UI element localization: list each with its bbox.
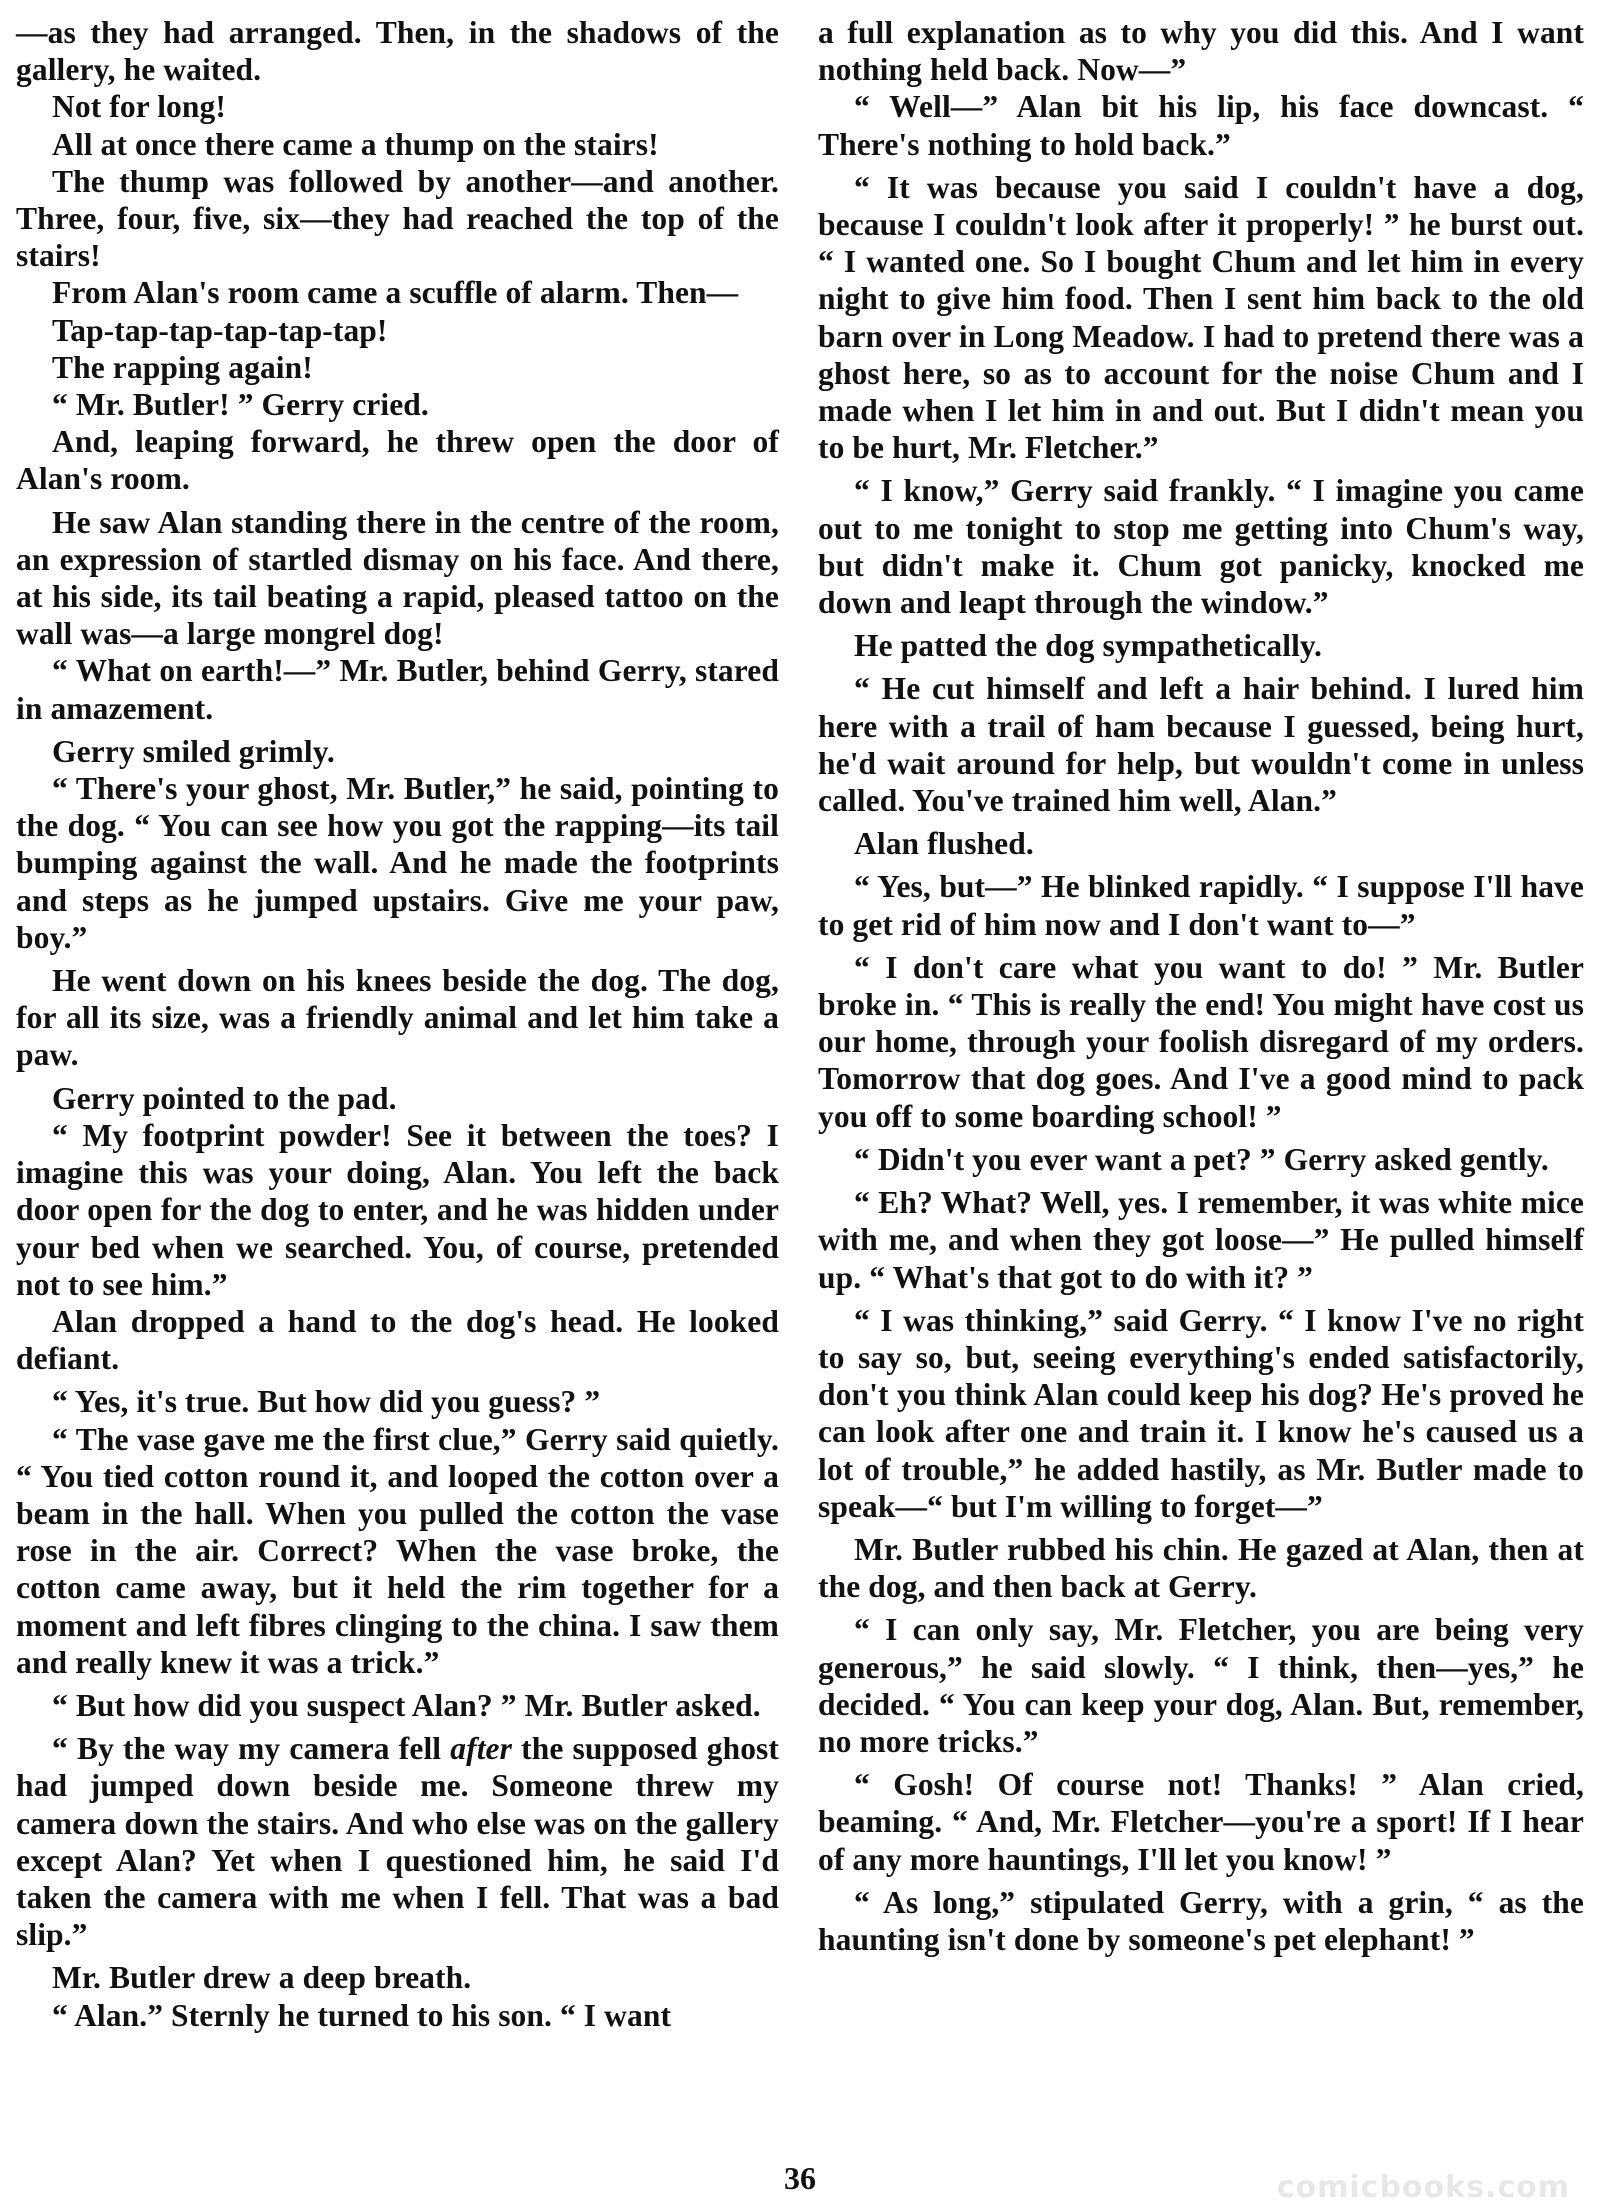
paragraph: He saw Alan standing there in the centre of the room, an expression of startled dismay on his face. And there, at his side, its tail beating a rapid, pleased tattoo on the wall was—a large mongrel dog! [16,504,779,652]
paragraph: “ He cut himself and left a hair behind. I lured him here with a trail of ham because I guessed, being hurt, he'd wait around for help, but wouldn't come in unless called. You've trained him well, Alan.” [818,671,1584,819]
paragraph: He patted the dog sympathetically. [854,628,1323,664]
paragraph: —as they had arranged. Then, in the shadows of the gallery, he waited. [16,15,779,88]
emphasis: after [450,1731,512,1767]
paragraph: And, leaping forward, he threw open the door of Alan's room. [16,424,779,497]
paragraph: “ As long,” stipulated Gerry, with a grin, “ as the haunting isn't done by someone's pet elephant! ” [818,1884,1584,1957]
paragraph: Alan flushed. [854,826,1034,862]
paragraph: Alan dropped a hand to the dog's head. He looked defiant. [16,1303,779,1377]
paragraph: Not for long! [52,89,226,125]
paragraph: “ It was because you said I couldn't have a dog, because I couldn't look after it properly! ” he burst out. “ I wanted one. So I bought Chum and let him in every night to give him food. Then I sent him back to the old barn over in Long Meadow. I had to pretend there was a ghost here, so as to account for the noise Chum and I made when I let him in and out. But I didn't mean you to be hurt, Mr. Fletcher.” [818,169,1584,466]
paragraph: “ Yes, it's true. But how did you guess? ” [52,1384,601,1420]
watermark: comicbooks.com [1276,2170,1570,2205]
paragraph: “ Yes, but—” He blinked rapidly. “ I suppose I'll have to get rid of him now and I don't want to—” [818,869,1584,942]
paragraph: “ Didn't you ever want a pet? ” Gerry asked gently. [854,1141,1549,1177]
paragraph: “ Well—” Alan bit his lip, his face downcast. “ There's nothing to hold back.” [818,89,1584,162]
paragraph: “ I can only say, Mr. Fletcher, you are being very generous,” he said slowly. “ I think, then—yes,” he decided. “ You can keep your dog, Alan. But, remember, no more tricks.” [818,1612,1584,1759]
left-column [16,14,779,2034]
paragraph: “ But how did you suspect Alan? ” Mr. Butler asked. [52,1687,761,1723]
paragraph: Gerry smiled grimly. [52,733,335,769]
paragraph: “ I don't care what you want to do! ” Mr. Butler broke in. “ This is really the end! You might have cost us our home, through your foolish disregard of my orders. Tomorrow that dog goes. And I've a good mind to pack you off to some boarding school! ” [818,949,1584,1134]
paragraph: Mr. Butler rubbed his chin. He gazed at Alan, then at the dog, and then back at Gerry. [818,1531,1584,1605]
paragraph-with-emphasis: “ By the way my camera fell after the supposed ghost had jumped down beside me. Someone threw my camera down the stairs. And who else was on the gallery except Alan? Yet when I questioned him, he said I'd taken the camera with me when I fell. That was a bad slip.” [16,1731,780,1953]
right-column [818,14,1584,1958]
paragraph: “ Mr. Butler! ” Gerry cried. [52,387,429,423]
paragraph: The rapping again! [52,349,313,385]
paragraph: The thump was followed by another—and another. Three, four, five, six—they had reached the top of the stairs! [16,163,779,274]
paragraph: “ Alan.” Sternly he turned to his son. “ I want [52,1997,672,2033]
paragraph: “ Gosh! Of course not! Thanks! ” Alan cried, beaming. “ And, Mr. Fletcher—you're a sport! If I hear of any more hauntings, I'll let you know! ” [818,1767,1584,1877]
paragraph: From Alan's room came a scuffle of alarm. Then— [52,275,739,311]
page-number: 36 [784,2160,816,2196]
paragraph: a full explanation as to why you did this. And I want nothing held back. Now—” [818,15,1584,88]
paragraph: “ There's your ghost, Mr. Butler,” he said, pointing to the dog. “ You can see how you got the rapping—its tail bumping against the wall. And he made the footprints and steps as he jumped upstairs. Give me your paw, boy.” [16,771,779,955]
paragraph: Tap-tap-tap-tap-tap-tap! [52,312,388,348]
paragraph: He went down on his knees beside the dog. The dog, for all its size, was a friendly animal and let him take a paw. [16,963,779,1073]
paragraph: “ I know,” Gerry said frankly. “ I imagine you came out to me tonight to stop me getting into Chum's way, but didn't make it. Chum got panicky, knocked me down and leapt through the window.” [818,473,1584,621]
paragraph: Mr. Butler drew a deep breath. [52,1960,472,1996]
paragraph: “ My footprint powder! See it between the toes? I imagine this was your doing, Alan. You left the back door open for the dog to enter, and he was hidden under your bed when we searched. You, of course, pretended not to see him.” [16,1117,779,1302]
paragraph: “ Eh? What? Well, yes. I remember, it was white mice with me, and when they got loose—” He pulled himself up. “ What's that got to do with it? ” [818,1185,1584,1295]
paragraph: All at once there came a thump on the stairs! [52,126,659,162]
paragraph: “ The vase gave me the first clue,” Gerry said quietly. “ You tied cotton round it, and looped the cotton over a beam in the hall. When you pulled the cotton the vase rose in the air. Correct? When the vase broke, the cotton came away, but it held the rim together for a moment and left fibres clinging to the china. I saw them and really knew it was a trick.” [16,1421,779,1680]
paragraph: “ I was thinking,” said Gerry. “ I know I've no right to say so, but, seeing everything's ended satisfactorily, don't you think Alan could keep his dog? He's proved he can look after one and train it. I know he's caused us a lot of trouble,” he added hastily, as Mr. Butler made to speak—“ but I'm willing to forget—” [818,1302,1584,1524]
paragraph: “ What on earth!—” Mr. Butler, behind Gerry, stared in amazement. [16,653,779,726]
paragraph: Gerry pointed to the pad. [52,1080,397,1116]
